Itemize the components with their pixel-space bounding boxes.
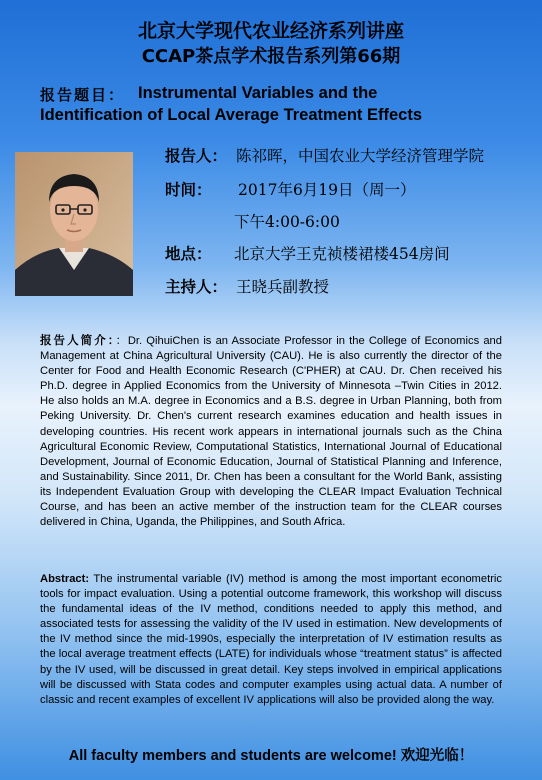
bio-text: ：Dr. QihuiChen is an Associate Professor in the College of Economics and Management at China Agricultural University (CAU). He is also currently the director of the Center for Food and Health Economic Research (C'PHER) at CAU. Dr. Chen received his Ph.D. degree in Applied Economics from the University of Minnesota –Twin Cities in 2012. He also holds an M.A. degree in Economics and a B.S. degree in Urban Planning, both from Peking University. Dr. Chen's current research examines education and health issues in developing countries. His recent work appears in international journals such as the China Agricultural Economic Review, Computational Statistics, International Journal of Educational Development, Journal of Economic Education, Journal of Statistical Planning and Inference, and Sustainability. Since 2011, Dr. Chen has been a consultant for the World Bank, assisting its Independent Evaluation Group with developing the CLEAR Impact Evaluation Technical Course, and has been an active member of the instruction team for the CLEAR courses delivered in China, Uganda, the Philippines, and South Africa. xyxy=(40,335,502,529)
welcome-message xyxy=(0,744,542,765)
speaker-value: 陈祁晖，中国农业大学经济管理学院 xyxy=(236,147,485,165)
time-hours: 下午4:00-6:00 xyxy=(234,213,340,231)
bio-label: 报告人简介： xyxy=(40,333,116,347)
abstract-text: The instrumental variable (IV) method is among the most important econometric tools for impact evaluation. Using a potential outcome framework, this workshop will discuss the fundamental ideas of the IV method, conditions needed to apply this method, and associated tests for assessing the validity of the IV used in estimation. New developments of the IV method since the mid-1990s, especially the interpretation of IV estimation results as the local average treatment effects (LATE) for individuals whose “treatment status” is affected by the IV used, will be discussed in great detail. Key steps involved in empirical applications will be discussed with Stata codes and computer examples using actual data. A number of classic and recent examples of excellent IV applications will also be provided along the way. xyxy=(40,573,502,706)
welcome-zh: 欢迎光临！ xyxy=(400,748,474,764)
series-title: 北京大学现代农业经济系列讲座 xyxy=(137,20,404,42)
series-subtitle: CCAP茶点学术报告系列第66期 xyxy=(141,46,401,67)
time-label: 时间： xyxy=(165,181,212,199)
host-value: 王晓兵副教授 xyxy=(236,278,330,296)
abstract-label: Abstract: xyxy=(40,573,90,585)
speaker-photo xyxy=(15,152,133,296)
place-label: 地点： xyxy=(165,245,212,263)
place-value: 北京大学王克祯楼裙楼454房间 xyxy=(234,245,450,263)
abstract xyxy=(40,572,502,708)
time-date: 2017年6月19日（周一） xyxy=(238,181,416,199)
topic-title-line2: Identification of Local Average Treatment Effects xyxy=(40,106,423,124)
speaker-bio xyxy=(40,333,502,530)
topic-label: 报告题目： xyxy=(40,86,126,104)
welcome-en: All faculty members and students are welcome! xyxy=(68,748,401,764)
speaker-label: 报告人： xyxy=(165,147,228,165)
host-label: 主持人： xyxy=(165,278,228,296)
speaker-portrait-icon xyxy=(15,152,133,296)
topic-title-line1: Instrumental Variables and the xyxy=(138,84,378,102)
